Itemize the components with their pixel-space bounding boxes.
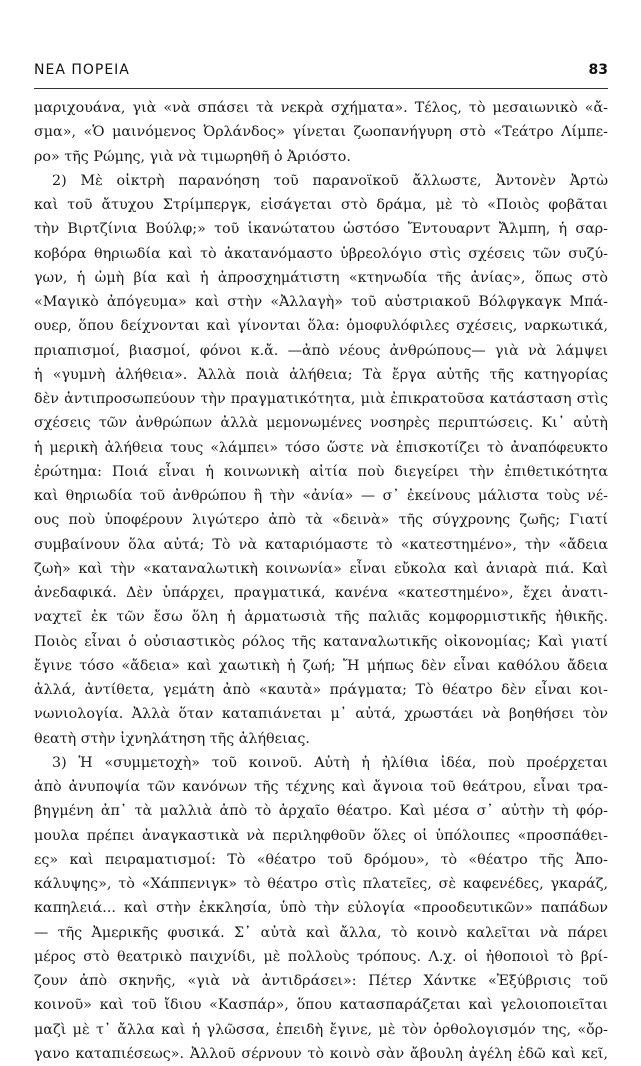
text-line: ναχτεῖ ἐκ τῶν ἔσω ὅλη ἡ ἁρματωσιὰ τῆς παλιᾶς κομφορμιστικῆς ἠθικῆς. bbox=[34, 609, 608, 626]
text-line: 3) Ἡ «συμμετοχὴ» τοῦ κοινοῦ. Αὐτὴ ἡ ἠλίθια ἰδέα, ποὺ προέρχεται bbox=[52, 754, 608, 771]
text-line: — τῆς Ἀμερικῆς φυσικά. Σ᾿ αὐτὰ καὶ ἄλλα, τὸ κοινὸ καλεῖται νὰ πάρει bbox=[34, 924, 608, 941]
text-line: σχέσεις τῶν ἀνθρώπων ἀλλὰ μεμονωμένες νοσηρὲς περιπτώσεις. Κι᾿ αὐτὴ bbox=[34, 415, 608, 432]
text-line: ρο» τῆς Ρώμης, γιὰ νὰ τιμωρηθῆ ὁ Ἀριόστο. bbox=[34, 148, 351, 165]
text-line: 2) Μὲ οἰκτρὴ παρανόηση τοῦ παρανοϊκοῦ ἄλλωστε, Ἀντονὲν Ἀρτὼ bbox=[52, 172, 608, 189]
text-line: Ποιὸς εἶναι ὁ οὐσιαστικὸς ρόλος τῆς καταναλωτικῆς οἰκονομίας; Καὶ γιατί bbox=[34, 633, 608, 650]
body-text bbox=[34, 96, 608, 1066]
text-line: θεατὴ στὴν ἰχνηλάτηση τῆς ἀλήθειας. bbox=[34, 730, 310, 747]
text-line: τὴν Βιρτζίνια Βούλφ;» τοῦ ἱκανώτατου ὡστόσο Ἔντουαρντ Ἄλμπη, ἡ σαρ- bbox=[34, 221, 608, 238]
text-line: ζουν ἀπὸ σκηνῆς, «γιὰ νὰ ἀντιδράσει»: Πέτερ Χάντκε «Ἐξύβρισις τοῦ bbox=[34, 973, 608, 989]
text-line: κοινοῦ» καὶ τοῦ ἴδιου «Κασπάρ», ὅπου κατασπαράζεται καὶ γελοιοποιεῖται bbox=[34, 997, 608, 1014]
page-header bbox=[34, 62, 608, 84]
text-line: συμβαίνουν ὅλα αὐτά; Τὸ νὰ καταριόμαστε τὸ «κατεστημένο», τὴν «ἄδεια bbox=[34, 536, 608, 553]
text-line: νωνιολογία. Ἀλλὰ ὅταν καταπιάνεται μ᾿ αὐτά, χρωστάει νὰ βοηθήσει τὸν bbox=[34, 706, 608, 723]
text-line: ες» καὶ πειραματισμοί: Τὸ «θέατρο τοῦ δρόμου», τὸ «θέατρο τῆς Ἀπο- bbox=[34, 851, 608, 868]
text-line: ἀνεδαφικά. Δὲν ὑπάρχει, πραγματικά, κανένα «κατεστημένο», ἔχει ἀνατι- bbox=[34, 585, 608, 601]
text-line: κοβόρα θηριωδία καὶ τὸ ἀκατανόμαστο ὑβρεολόγιο στὶς σχέσεις τῶν συζύ- bbox=[34, 245, 608, 262]
text-line: δὲν ἀντιπροσωπεύουν τὴν πραγματικότητα, μιὰ ἐπικρατοῦσα κατάσταση στὶς bbox=[34, 391, 608, 407]
text-line: ουερ, ὅπου δείχνονται καὶ γίνονται ὅλα: ὁμοφυλόφιλες σχέσεις, ναρκωτικά, bbox=[34, 318, 608, 335]
text-line: μέρος στὸ θεατρικὸ παιχνίδι, μὲ πολλοὺς τρόπους. Λ.χ. οἱ ἠθοποιοὶ τὸ βρί- bbox=[34, 948, 608, 965]
text-line: γανο καταπιέσεως». Ἀλλοῦ σέρνουν τὸ κοινὸ σὰν ἄβουλη ἀγέλη ἐδῶ καὶ κεῖ, bbox=[34, 1045, 608, 1062]
text-line: ἐρώτημα: Ποιά εἶναι ἡ κοινωνικὴ αἰτία ποὺ διεγείρει τὴν ἐπιθετικότητα bbox=[34, 463, 608, 480]
text-line: «Μαγικὸ ἀπόγευμα» καὶ στὴν «Ἀλλαγὴ» τοῦ αὐστριακοῦ Βόλφγκαγκ Μπά- bbox=[34, 294, 608, 310]
text-line: μαριχουάνα, γιὰ «νὰ σπάσει τὰ νεκρὰ σχήματα». Τέλος, τὸ μεσαιωνικὸ «ἄ- bbox=[34, 100, 608, 116]
text-line: καπηλειά... καὶ στὴν ἐκκλησία, ὑπὸ τὴν εὐλογία «προοδευτικῶν» παπάδων bbox=[34, 900, 608, 917]
text-line: σμα», «Ὁ μαινόμενος Ὀρλάνδος» γίνεται ζωοπανήγυρη στὸ «Τεάτρο Λίμπε- bbox=[34, 124, 608, 141]
text-line: ους ποὺ ὑποφέρουν λιγώτερο ἀπὸ τὰ «δεινὰ» τῆς σύγχρονης ζωῆς; Γιατί bbox=[34, 512, 608, 529]
text-line: γων, ἡ ὠμὴ βία καὶ ἡ ἀπροσχημάτιστη «κτηνωδία τῆς ἀνίας», ὅπως στὸ bbox=[34, 269, 608, 286]
text-line: κάλυψης», τὸ «Χάππενιγκ» τὸ θέατρο στὶς πλατεῖες, σὲ καφενέδες, γκαράζ, bbox=[34, 876, 608, 892]
text-line: ζωὴ» καὶ τὴν «καταναλωτικὴ κοινωνία» εἶναι εὔκολα καὶ ἀνιαρὰ πιά. Καὶ bbox=[34, 560, 608, 577]
text-line: ἡ «γυμνὴ ἀλήθεια». Ἀλλὰ ποιὰ ἀλήθεια; Τὰ ἔργα αὐτῆς τῆς κατηγορίας bbox=[34, 366, 608, 383]
text-line: μουλα πρέπει ἀναγκαστικὰ νὰ περιληφθοῦν ὅλες οἱ ὑπόλοιπες «προσπάθει- bbox=[34, 827, 608, 844]
text-line: καὶ θηριωδία τοῦ ἀνθρώπου ἢ τὴν «ἀνία» — σ᾿ ἐκείνους μάλιστα τοὺς νέ- bbox=[34, 488, 608, 504]
text-line: ἔγινε τόσο «ἄδεια» καὶ χαωτικὴ ἡ ζωή; Ἤ μήπως δὲν εἶναι καθόλου ἄδεια bbox=[34, 657, 608, 674]
text-line: μαζὶ μὲ τ᾿ ἄλλα καὶ ἡ γλῶσσα, ἐπειδὴ ἔγινε, μὲ τὸν ὀρθολογισμόν της, «ὄρ- bbox=[34, 1021, 608, 1038]
text-line: βηγμένη ἀπ᾿ τὰ μαλλιὰ ἀπὸ τὸ ἀρχαῖο θέατρο. Καὶ μέσα σ᾿ αὐτὴν τὴ φόρ- bbox=[34, 803, 608, 820]
text-line: ἡ μερικὴ ἀλήθεια τους «λάμπει» τόσο ὥστε νὰ ἐπισκοτίζει τὸ ἀναπόφευκτο bbox=[34, 439, 608, 456]
running-head: ΝΕΑ ΠΟΡΕΙΑ bbox=[34, 62, 130, 78]
text-line: ἀλλά, ἀντίθετα, γεμάτη ἀπὸ «καυτὰ» πράγματα; Τὸ θέατρο δὲν εἶναι κοι- bbox=[34, 682, 608, 698]
text-line: πριαπισμοί, βιασμοί, φόνοι κ.ἄ. —ἀπὸ νέους ἀνθρώπους— γιὰ νὰ λάμψει bbox=[34, 342, 608, 359]
text-line: καὶ τοῦ ἄτυχου Στρίμπεργκ, εἰσάγεται στὸ δράμα, μὲ τὸ «Ποιὸς φοβᾶται bbox=[34, 197, 608, 213]
header-rule bbox=[34, 88, 608, 89]
page-number: 83 bbox=[588, 62, 608, 78]
text-line: ἀπὸ ἀνυποψία τῶν κανόνων τῆς τέχνης καὶ ἄγνοια τοῦ θεάτρου, εἶναι τρα- bbox=[34, 779, 608, 795]
